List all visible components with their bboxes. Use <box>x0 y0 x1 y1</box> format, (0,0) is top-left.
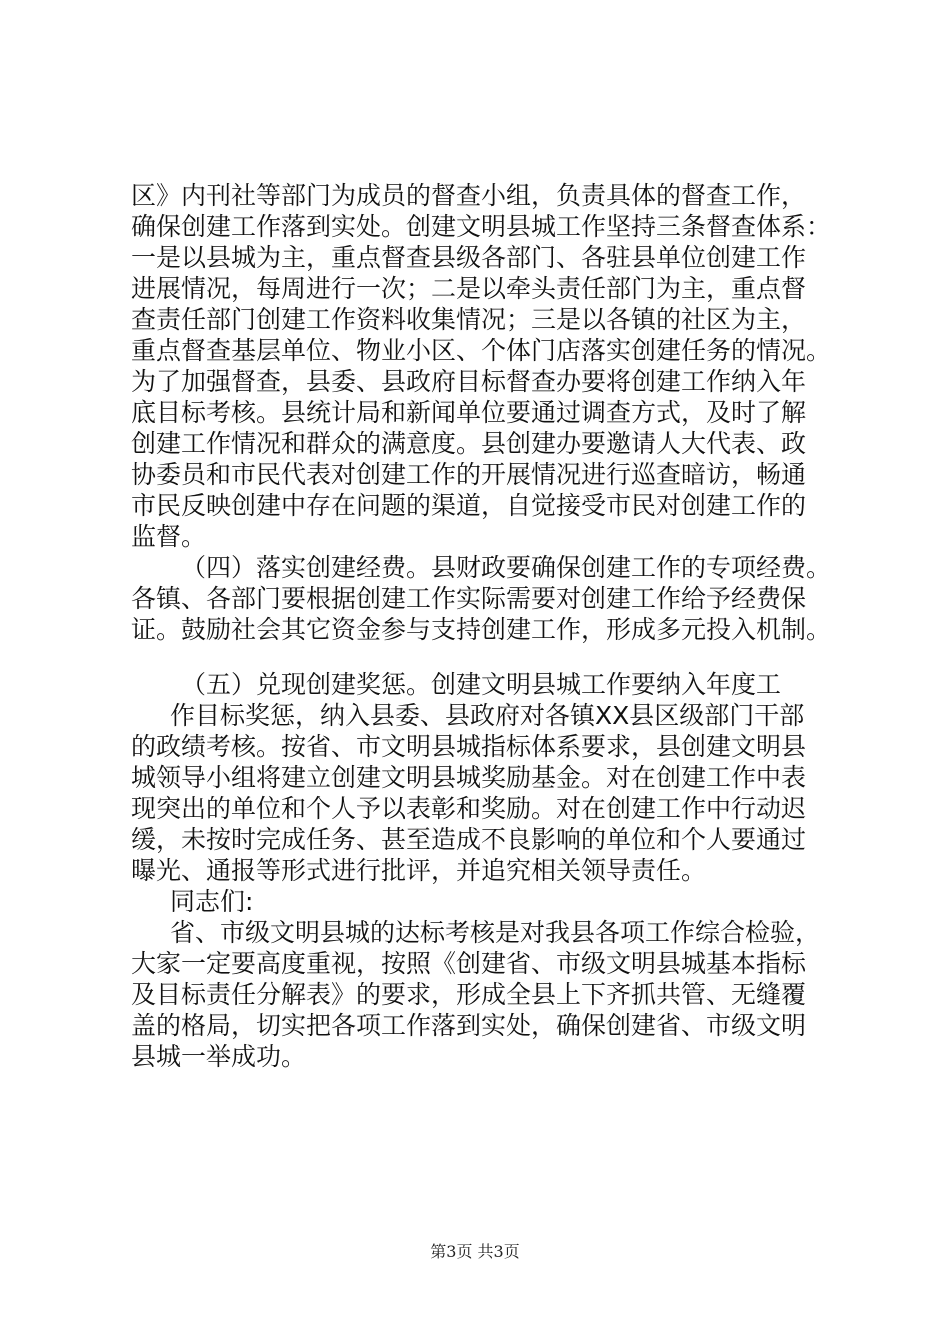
text-line: 的政绩考核。按省、市文明县城指标体系要求，县创建文明县 <box>131 732 807 761</box>
text-line: 省、市级文明县城的达标考核是对我县各项工作综合检验， <box>170 918 821 947</box>
page-number-footer: 第3页 共3页 <box>430 1242 520 1261</box>
text-line: 县城一举成功。 <box>131 1042 307 1071</box>
text-line: 查责任部门创建工作资料收集情况；三是以各镇的社区为主， <box>131 305 807 334</box>
text-line: 大家一定要高度重视，按照《创建省、市级文明县城基本指标 <box>131 949 807 978</box>
text-line: 进展情况，每周进行一次；二是以牵头责任部门为主，重点督 <box>131 274 807 303</box>
text-line: 重点督查基层单位、物业小区、个体门店落实创建任务的情况。 <box>131 336 832 365</box>
text-line: 作目标奖惩，纳入县委、县政府对各镇XX县区级部门干部 <box>170 701 805 730</box>
text-line: 区》内刊社等部门为成员的督查小组，负责具体的督查工作， <box>131 181 807 210</box>
text-line: 确保创建工作落到实处。创建文明县城工作坚持三条督查体系： <box>131 212 832 241</box>
text-line: 缓，未按时完成任务、甚至造成不良影响的单位和个人要通过 <box>131 825 807 854</box>
text-line: （五）兑现创建奖惩。创建文明县城工作要纳入年度工 <box>181 670 782 699</box>
text-line: 证。鼓励社会其它资金参与支持创建工作，形成多元投入机制。 <box>131 615 832 644</box>
text-line: 现突出的单位和个人予以表彰和奖励。对在创建工作中行动迟 <box>131 794 807 823</box>
text-line: （四）落实创建经费。县财政要确保创建工作的专项经费。 <box>181 553 832 582</box>
salutation: 同志们: <box>170 887 254 916</box>
text-line: 创建工作情况和群众的满意度。县创建办要邀请人大代表、政 <box>131 429 807 458</box>
text-line: 盖的格局，切实把各项工作落到实处，确保创建省、市级文明 <box>131 1011 807 1040</box>
text-line: 为了加强督查，县委、县政府目标督查办要将创建工作纳入年 <box>131 367 807 396</box>
text-line: 监督。 <box>131 522 207 551</box>
text-line: 市民反映创建中存在问题的渠道，自觉接受市民对创建工作的 <box>131 491 807 520</box>
text-line: 协委员和市民代表对创建工作的开展情况进行巡查暗访，畅通 <box>131 460 807 489</box>
text-line: 各镇、各部门要根据创建工作实际需要对创建工作给予经费保 <box>131 584 807 613</box>
text-line: 城领导小组将建立创建文明县城奖励基金。对在创建工作中表 <box>131 763 807 792</box>
text-line: 底目标考核。县统计局和新闻单位要通过调查方式，及时了解 <box>131 398 807 427</box>
text-line: 一是以县城为主，重点督查县级各部门、各驻县单位创建工作 <box>131 243 807 272</box>
text-line: 曝光、通报等形式进行批评，并追究相关领导责任。 <box>131 856 707 885</box>
text-line: 及目标责任分解表》的要求，形成全县上下齐抓共管、无缝覆 <box>131 980 807 1009</box>
